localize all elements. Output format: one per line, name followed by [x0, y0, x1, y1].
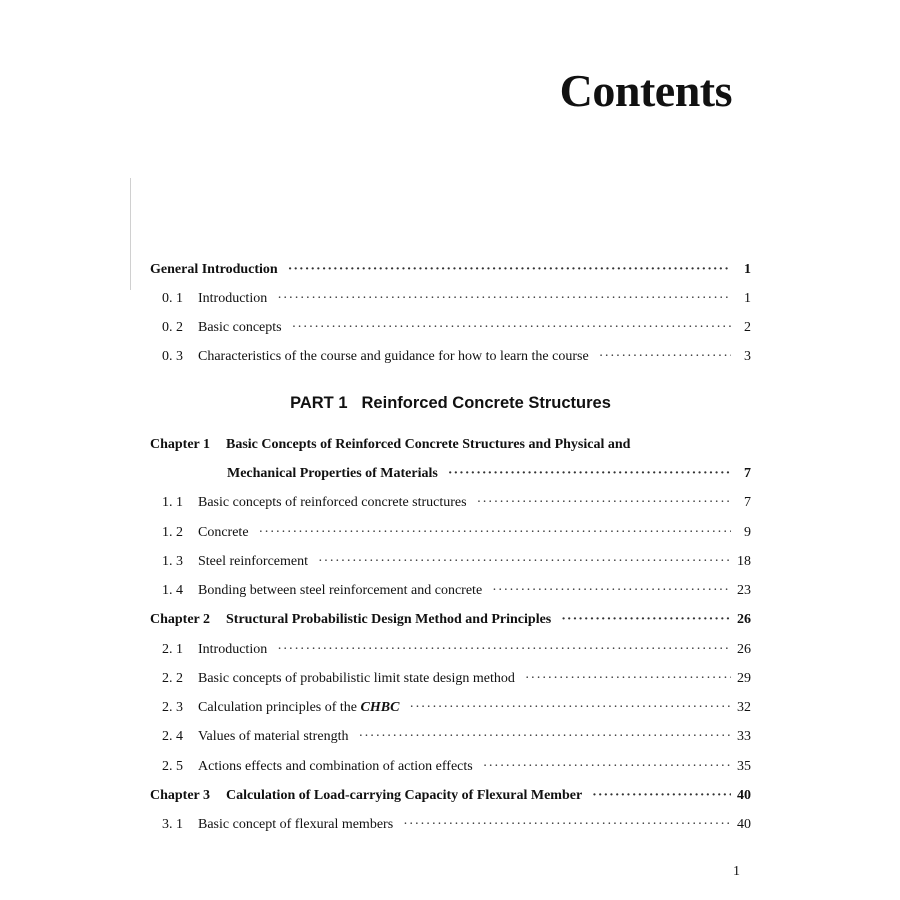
part-title: Reinforced Concrete Structures: [361, 394, 611, 412]
toc-entry-label: Introduction: [198, 291, 268, 306]
section-number: 2. 4: [162, 729, 183, 744]
toc-page-number: 3: [744, 349, 751, 364]
section-number: 1. 4: [162, 583, 183, 598]
toc-entry-label: Values of material strength: [198, 729, 349, 744]
chapter-number: Chapter 1: [150, 437, 211, 452]
toc-page-number: 9: [744, 525, 751, 540]
toc-page-number: 7: [744, 466, 751, 481]
toc-entry-0-2[interactable]: [150, 320, 751, 342]
section-number: 2. 2: [162, 671, 183, 686]
toc-entry-0-1[interactable]: [150, 291, 751, 313]
part-heading: [150, 394, 751, 413]
chapter-title: Calculation of Load-carrying Capacity of Flexural Member: [226, 788, 583, 803]
toc-entry-label: Steel reinforcement: [198, 554, 309, 569]
chapter-3-heading[interactable]: [150, 788, 751, 810]
toc-entry-label: Actions effects and combination of action effects: [198, 759, 473, 774]
dot-leader: [599, 349, 731, 365]
toc-entry-2-5[interactable]: [150, 759, 751, 781]
chapter-title-line1: Basic Concepts of Reinforced Concrete Structures and Physical and: [226, 437, 631, 452]
toc-entry-0-3[interactable]: [150, 349, 751, 371]
toc-page-number: 1: [744, 291, 751, 306]
toc-entry-label: Characteristics of the course and guidance for how to learn the course: [198, 349, 589, 364]
dot-leader: [318, 554, 731, 570]
toc-entry-label: Concrete: [198, 525, 249, 540]
toc-page-number: 40: [737, 817, 751, 832]
toc-entry-label: General Introduction: [150, 262, 278, 277]
toc-page-number: 40: [737, 788, 751, 803]
chapter-1-heading-line2[interactable]: [227, 466, 751, 488]
toc-page-number: 33: [737, 729, 751, 744]
toc-entry-label: Basic concepts: [198, 320, 282, 335]
margin-mark: [130, 178, 131, 290]
toc-entry-1-1[interactable]: [150, 495, 751, 517]
section-number: 0. 1: [162, 291, 183, 306]
toc-entry-3-1[interactable]: [150, 817, 751, 839]
dot-leader: [561, 612, 731, 628]
dot-leader: [592, 788, 731, 804]
toc-entry-2-4[interactable]: [150, 729, 751, 751]
toc-page-number: 2: [744, 320, 751, 335]
toc-page-number: 35: [737, 759, 751, 774]
dot-leader: [288, 262, 731, 278]
toc-page-number: 1: [744, 262, 751, 277]
dot-leader: [358, 729, 731, 745]
toc-page-number: 7: [744, 495, 751, 510]
toc-entry-label-emphasis: CHBC: [360, 700, 400, 715]
toc-page-number: 18: [737, 554, 751, 569]
section-number: 2. 3: [162, 700, 183, 715]
section-number: 2. 5: [162, 759, 183, 774]
toc-entry-label: Basic concept of flexural members: [198, 817, 394, 832]
dot-leader: [277, 291, 731, 307]
dot-leader: [292, 320, 731, 336]
chapter-title: Structural Probabilistic Design Method and Principles: [226, 612, 552, 627]
chapter-number: Chapter 2: [150, 612, 211, 627]
toc-entry-2-3[interactable]: [150, 700, 751, 722]
toc-entry-2-1[interactable]: [150, 642, 751, 664]
part-number: PART 1: [290, 394, 348, 412]
toc-entry-label: [198, 700, 399, 716]
toc-entry-1-2[interactable]: [150, 525, 751, 547]
toc-page-number: 29: [737, 671, 751, 686]
toc-page-number: 32: [737, 700, 751, 715]
chapter-2-heading[interactable]: [150, 612, 751, 634]
section-number: 1. 1: [162, 495, 183, 510]
toc-entry-general-introduction[interactable]: [150, 262, 751, 284]
section-number: 0. 2: [162, 320, 183, 335]
chapter-title-line2: Mechanical Properties of Materials: [227, 466, 438, 481]
dot-leader: [483, 759, 731, 775]
dot-leader: [403, 817, 731, 833]
dot-leader: [409, 700, 731, 716]
toc-entry-label-prefix: Calculation principles of the: [198, 700, 358, 715]
toc-entry-label: Basic concepts of reinforced concrete structures: [198, 495, 467, 510]
toc-page-number: 26: [737, 612, 751, 627]
toc-page-number: 26: [737, 642, 751, 657]
section-number: 1. 3: [162, 554, 183, 569]
chapter-number: Chapter 3: [150, 788, 211, 803]
section-number: 1. 2: [162, 525, 183, 540]
toc-entry-1-3[interactable]: [150, 554, 751, 576]
section-number: 2. 1: [162, 642, 183, 657]
dot-leader: [525, 671, 731, 687]
dot-leader: [477, 495, 731, 511]
dot-leader: [259, 525, 731, 541]
page-title: Contents: [559, 65, 732, 116]
section-number: 3. 1: [162, 817, 183, 832]
toc-entry-1-4[interactable]: [150, 583, 751, 605]
dot-leader: [448, 466, 731, 482]
dot-leader: [277, 642, 731, 658]
toc-entry-label: Basic concepts of probabilistic limit state design method: [198, 671, 515, 686]
toc-entry-label: Introduction: [198, 642, 268, 657]
chapter-1-heading-line1[interactable]: [150, 437, 630, 459]
page-number-footer: 1: [733, 864, 740, 879]
toc-entry-2-2[interactable]: [150, 671, 751, 693]
toc-page-number: 23: [737, 583, 751, 598]
toc-entry-label: Bonding between steel reinforcement and concrete: [198, 583, 483, 598]
section-number: 0. 3: [162, 349, 183, 364]
dot-leader: [492, 583, 731, 599]
